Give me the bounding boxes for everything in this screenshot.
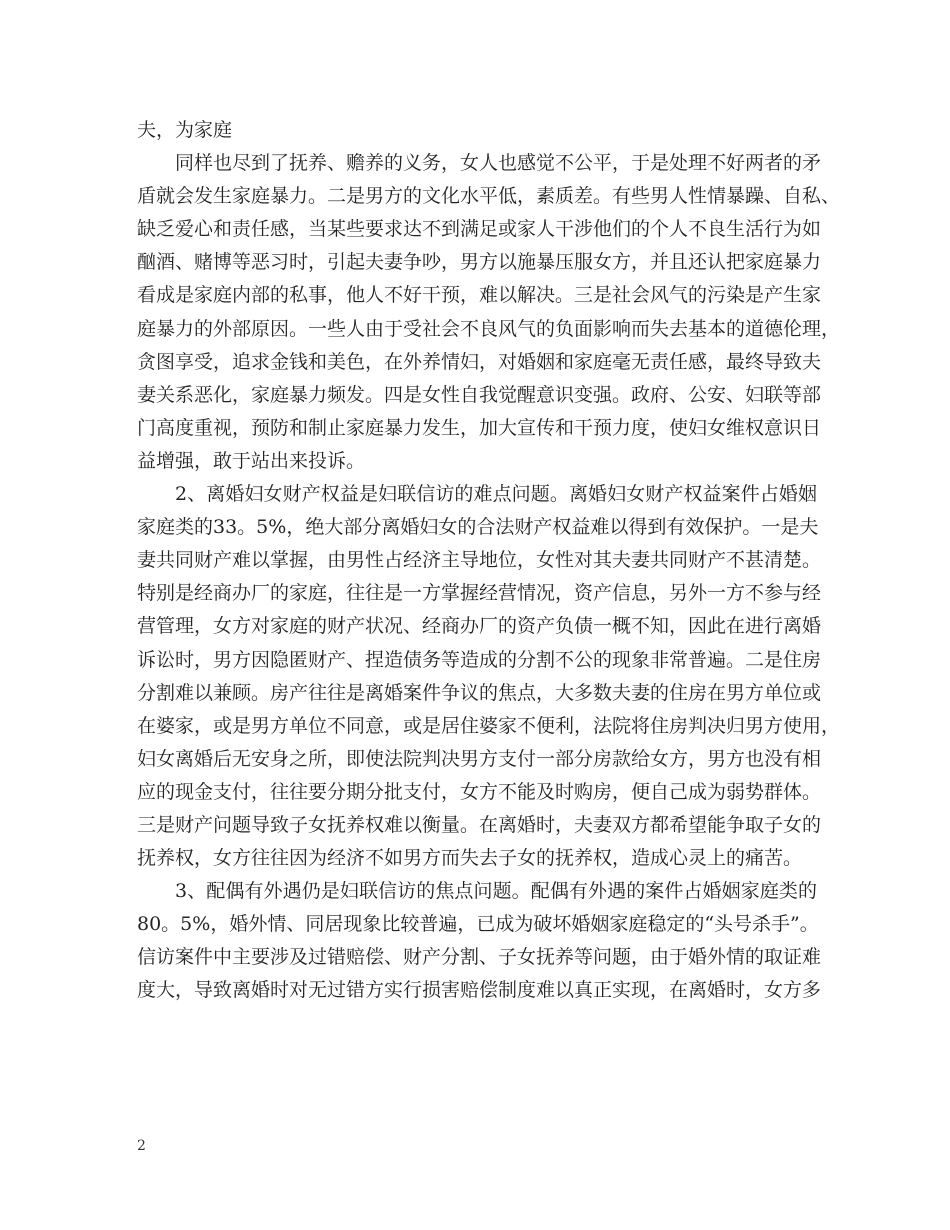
- text-line: 庭暴力的外部原因。一些人由于受社会不良风气的负面影响而失去基本的道德伦理，: [137, 317, 841, 340]
- text-line: 信访案件中主要涉及过错赔偿、财产分割、子女抚养等问题，由于婚外情的取证难: [137, 946, 822, 969]
- text-line: 特别是经商办厂的家庭，往往是一方掌握经营情况，资产信息，另外一方不参与经: [137, 582, 822, 605]
- text-line: 分割难以兼顾。房产往往是离婚案件争议的焦点，大多数夫妻的住房在男方单位或: [137, 681, 822, 704]
- text-line: 缺乏爱心和责任感，当某些要求达不到满足或家人干涉他们的个人不良生活行为如: [137, 218, 822, 241]
- text-line: 度大，导致离婚时对无过错方实行损害赔偿制度难以真正实现，在离婚时，女方多: [137, 979, 822, 1002]
- text-line: 贪图享受，追求金钱和美色，在外养情妇，对婚姻和家庭毫无责任感，最终导致夫: [137, 350, 822, 373]
- text-line: 盾就会发生家庭暴力。二是男方的文化水平低，素质差。有些男人性情暴躁、自私、: [137, 185, 841, 208]
- text-line: 三是财产问题导致子女抚养权难以衡量。在离婚时，夫妻双方都希望能争取子女的: [137, 813, 822, 836]
- text-line: 应的现金支付，往往要分期分批支付，女方不能及时购房，便自己成为弱势群体。: [137, 780, 822, 803]
- text-line: 妻关系恶化，家庭暴力频发。四是女性自我觉醒意识变强。政府、公安、妇联等部: [137, 383, 822, 406]
- text-line: 同样也尽到了抚养、赡养的义务，女人也感觉不公平，于是处理不好两者的矛: [175, 152, 822, 175]
- text-line: 在婆家，或是男方单位不同意，或是居住婆家不便利，法院将住房判决归男方使用，: [137, 714, 841, 737]
- text-line: 抚养权，女方往往因为经济不如男方而失去子女的抚养权，造成心灵上的痛苦。: [137, 847, 803, 870]
- text-line: 80。5%，婚外情、同居现象比较普遍，已成为破坏婚姻家庭稳定的“头号杀手”。: [137, 913, 819, 936]
- text-line: 夫，为家庭: [137, 119, 233, 141]
- text-line: 家庭类的33。5%，绝大部分离婚妇女的合法财产权益难以得到有效保护。一是夫: [137, 516, 819, 539]
- page-number: 2: [137, 1138, 146, 1154]
- text-line: 3、配偶有外遇仍是妇联信访的焦点问题。配偶有外遇的案件占婚姻家庭类的: [175, 880, 817, 903]
- text-line: 益增强，敢于站出来投诉。: [137, 449, 366, 472]
- text-line: 门高度重视，预防和制止家庭暴力发生，加大宣传和干预力度，使妇女维权意识日: [137, 416, 822, 439]
- text-line: 看成是家庭内部的私事，他人不好干预，难以解决。三是社会风气的污染是产生家: [137, 284, 822, 307]
- text-line: 酗酒、赌博等恶习时，引起夫妻争吵，男方以施暴压服女方，并且还认把家庭暴力: [137, 251, 822, 274]
- body-text: [137, 114, 841, 1008]
- text-line: 诉讼时，男方因隐匿财产、捏造债务等造成的分割不公的现象非常普遍。二是住房: [137, 648, 822, 671]
- text-line: 妇女离婚后无安身之所，即使法院判决男方支付一部分房款给女方，男方也没有相: [137, 747, 822, 770]
- text-line: 营管理，女方对家庭的财产状况、经商办厂的资产负债一概不知，因此在进行离婚: [137, 615, 822, 638]
- text-line: 妻共同财产难以掌握，由男性占经济主导地位，女性对其夫妻共同财产不甚清楚。: [137, 549, 822, 572]
- text-line: 2、离婚妇女财产权益是妇联信访的难点问题。离婚妇女财产权益案件占婚姻: [175, 483, 817, 506]
